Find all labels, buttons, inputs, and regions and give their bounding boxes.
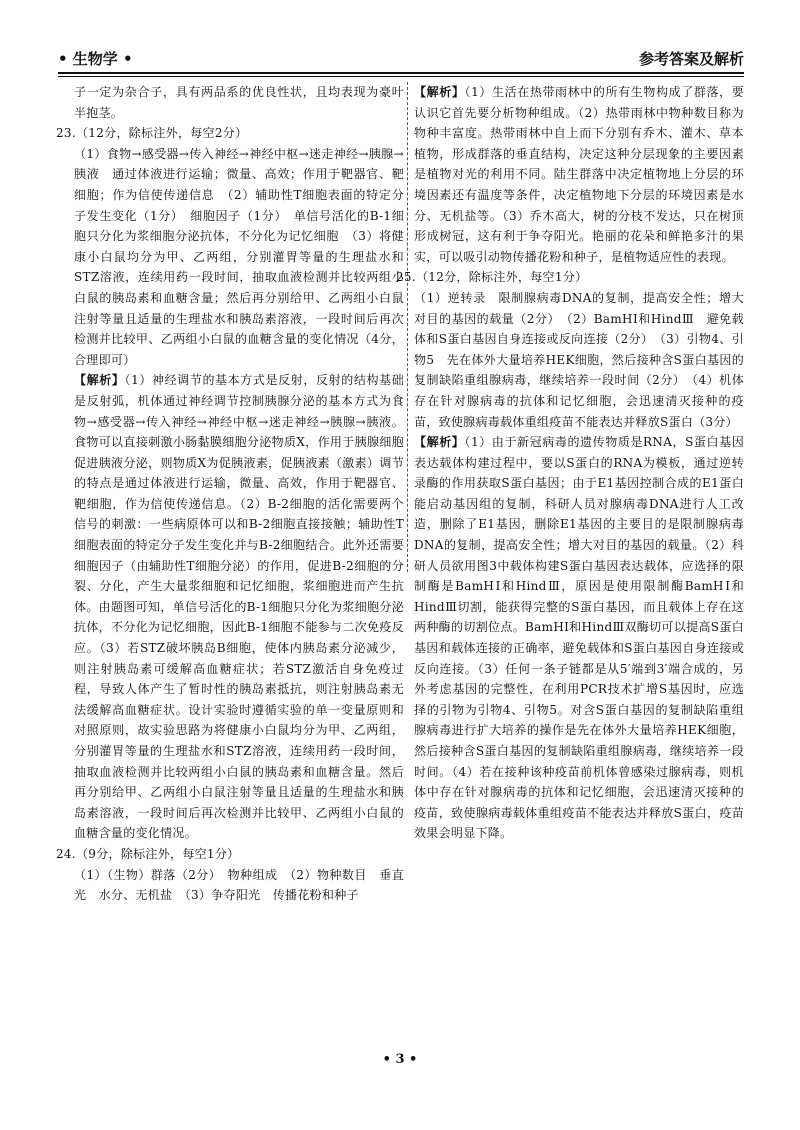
analysis-tag: 【解析】 bbox=[414, 85, 465, 99]
page-number: • 3 • bbox=[382, 1052, 418, 1067]
analysis-tag: 【解析】 bbox=[414, 435, 465, 450]
header-rule-thick bbox=[58, 72, 744, 74]
column-divider bbox=[407, 82, 408, 572]
q24-analysis bbox=[414, 82, 744, 267]
q25-analysis-text: （1）由于新冠病毒的遗传物质是RNA，S蛋白基因表达载体构建过程中，要以S蛋白的RNA为模板，通过逆转录酶的作用获取S蛋白基因；由于E1基因控制合成的E1蛋白能启动基因组的复制，科研人员对腺病毒DNA进行人工改造，删除了E1基因，删除E1基因的主要目的是限制腺病毒DNA的复制，提高安全性；增大对目的基因的载量。（2）科研人员欲用图3中载体构建S蛋白基因表达载体，应选择的限制酶是BamHⅠ和HindⅢ，原因是使用限制酶BamHⅠ和HindⅢ切割，能获得完整的S蛋白基因，而且载体上存在这两种酶的切割位点。BamHⅠ和HindⅢ双酶切可以提高S蛋白基因和载体连接的正确率，避免载体和S蛋白基因自身连接或反向连接。（3）任何一条子链都是从5′端到3′端合成的，另外考虑基因的完整性，在利用PCR技术扩增S基因时，应选择的引物为引物4、引物5。对含S蛋白基因的复制缺陷重组腺病毒进行扩大培养的操作是先在体外大量培养HEK细胞，然后接种含S蛋白基因的复制缺陷重组腺病毒，继续培养一段时间。（4）若在接种该种疫苗前机体曾感染过腺病毒，则机体中存在针对腺病毒的抗体和记忆细胞，会迅速清灭接种的疫苗，致使腺病毒载体重组疫苗不能表达并释放S蛋白，疫苗效果会明显下降。 bbox=[414, 435, 744, 841]
q25-answer: （1）逆转录 限制腺病毒DNA的复制，提高安全性；增大对目的基因的载量（2分） （2）BamHⅠ和HindⅢ 避免载体和S蛋白基因自身连接或反向连接（2分） （3）引物4、引物5 先在体外大量培养HEK细胞，然后接种含S蛋白基因的复制缺陷重组腺病毒，继续培养一段时间（2分） （4）机体存在针对腺病毒的抗体和记忆细胞，会迅速清灭接种的疫苗，致使腺病毒载体重组疫苗不能表达并释放S蛋白（3分） bbox=[414, 290, 744, 429]
q23-analysis bbox=[74, 370, 404, 844]
header-rule-thin bbox=[58, 76, 744, 77]
page-header bbox=[58, 44, 744, 72]
subject-title: • 生物学 • bbox=[58, 50, 133, 68]
q23-heading: 23.（12分，除标注外，每空2分） bbox=[56, 126, 248, 141]
analysis-tag: 【解析】 bbox=[74, 373, 125, 388]
left-column bbox=[56, 82, 417, 906]
q22-continuation: 子一定为杂合子，具有两品系的优良性状，且均表现为豪叶半抱茎。 bbox=[74, 85, 404, 120]
q25-analysis bbox=[414, 432, 744, 844]
right-column bbox=[396, 82, 745, 844]
q24-answer: （1）（生物）群落（2分） 物种组成 （2）物种数目 垂直 光 水分、无机盐 （3）争夺阳光 传播花粉和种子 bbox=[74, 867, 417, 903]
section-title: 参考答案及解析 bbox=[638, 50, 744, 68]
q25-heading: 25.（12分，除标注外，每空1分） bbox=[396, 270, 588, 285]
q23-answer: （1）食物→感受器→传入神经→神经中枢→迷走神经→胰腺→胰液 通过体液进行运输；微量、高效；作用于靶器官、靶细胞；作为信使传递信息 （2）辅助性T细胞表面的特定分子发生变化（1分） 细胞因子（1分） 单信号活化的B-1细胞只分化为浆细胞分泌抗体，不分化为记忆细胞 （3）将健康小白鼠均分为甲、乙两组，分别灌胃等量的生理盐水和STZ溶液，连续用药一段时间，抽取血液检测并比较两组小白鼠的胰岛素和血糖含量；然后再分别给甲、乙两组小白鼠注射等量且适量的生理盐水和胰岛素溶液，一段时间后再次检测并比较甲、乙两组小白鼠的血糖含量的变化情况（4分，合理即可） bbox=[74, 146, 404, 367]
q23-analysis-text: （1）神经调节的基本方式是反射，反射的结构基础是反射弧，机体通过神经调节控制胰腺分泌的基本方式为食物→感受器→传入神经→神经中枢→迷走神经→胰腺→胰液。食物可以直接刺激小肠黏膜细胞分泌物质X，作用于胰腺细胞促进胰液分泌，则物质X为促胰液素，促胰液素（激素）调节的特点是通过体液进行运输，微量、高效，作用于靶器官、靶细胞，作为信使传递信息。（2）B-2细胞的活化需要两个信号的刺激：一些病原体可以和B-2细胞直接接触；辅助性T细胞表面的特定分子发生变化并与B-2细胞结合。此外还需要细胞因子（由辅助性T细胞分泌）的作用，促进B-2细胞的分裂、分化，产生大量浆细胞和记忆细胞，浆细胞进而产生抗体。由题图可知，单信号活化的B-1细胞只分化为浆细胞分泌抗体，不分化为记忆细胞，因此B-1细胞不能参与二次免疫反应。（3）若STZ破坏胰岛B细胞，使体内胰岛素分泌减少，则注射胰岛素可缓解高血糖症状；若STZ激活自身免疫过程，导致人体产生了暂时性的胰岛素抵抗，则注射胰岛素无法缓解高血糖症状。设计实验时遵循实验的单一变量原则和对照原则，故实验思路为将健康小白鼠均分为甲、乙两组，分别灌胃等量的生理盐水和STZ溶液，连续用药一段时间，抽取血液检测并比较两组小白鼠的胰岛素和血糖含量。然后再分别给甲、乙两组小白鼠注射等量且适量的生理盐水和胰岛素溶液，一段时间后再次检测并比较甲、乙两组小白鼠的血糖含量的变化情况。 bbox=[74, 373, 405, 841]
q24-analysis-text: （1）生活在热带雨林中的所有生物构成了群落，要认识它首先要分析物种组成。（2）热带雨林中物种数目称为物种丰富度。热带雨林中自上而下分别有乔木、灌木、草本植物，形成群落的垂直结构，决定这种分层现象的主要因素是植物对光的利用不同。陆生群落中决定植物地上分层的环境因素还有温度等条件，决定植物地下分层的环境因素是水分、无机盐等。（3）乔木高大，树的分枝不发达，只在树顶形成树冠，这有利于争夺阳光。艳丽的花朵和鲜艳多汁的果实，可以吸引动物传播花粉和种子，是植物适应性的表现。 bbox=[414, 85, 745, 264]
q24-heading: 24.（9分，除标注外，每空1分） bbox=[56, 846, 240, 861]
